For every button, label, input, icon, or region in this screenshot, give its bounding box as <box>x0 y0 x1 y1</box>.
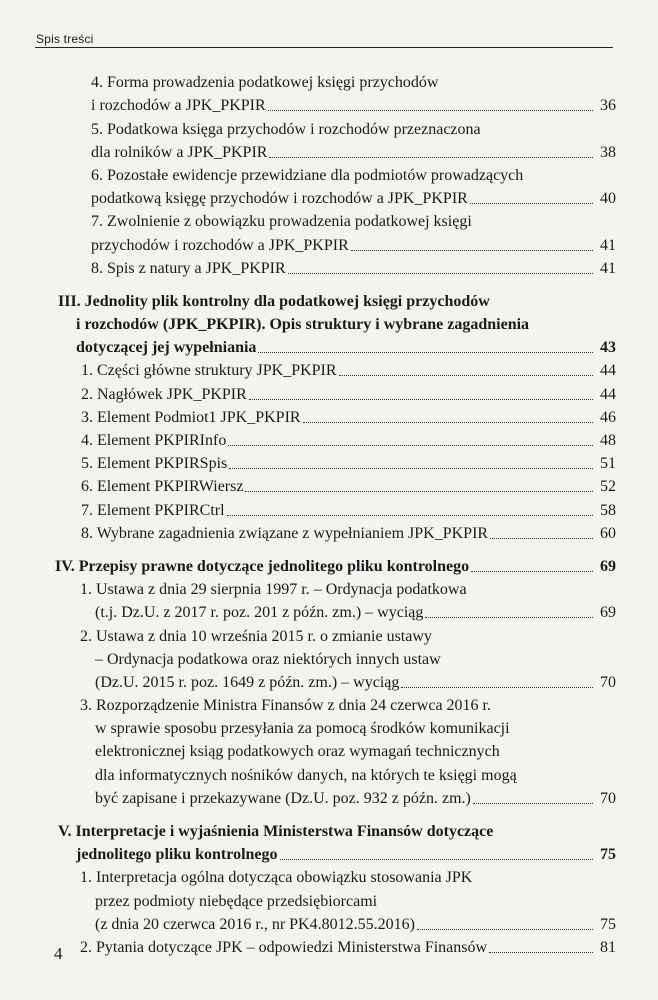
toc-entry-line <box>0 70 616 93</box>
dot-leader <box>471 571 593 572</box>
toc-page-number: 46 <box>600 408 616 426</box>
toc-page-number: 81 <box>600 938 616 956</box>
toc-page-number: 75 <box>600 846 616 864</box>
table-of-contents <box>0 70 658 958</box>
toc-section-line <box>0 842 616 865</box>
toc-entry-line <box>0 116 616 139</box>
dot-leader <box>490 538 593 539</box>
dot-leader <box>268 110 593 111</box>
toc-entry-line <box>0 381 616 404</box>
toc-section-line <box>0 554 616 577</box>
toc-page-number: 70 <box>600 673 616 691</box>
toc-entry-text: 1. Części główne struktury JPK_PKPIR <box>81 362 337 380</box>
toc-entry-line <box>0 451 616 474</box>
toc-entry-line <box>0 600 616 623</box>
toc-entry-line <box>0 888 616 911</box>
toc-section-line <box>0 335 616 358</box>
toc-entry-text: dla informatycznych nośników danych, na których te księgi mogą <box>95 766 517 784</box>
toc-entry-text: – Ordynacja podatkowa oraz niektórych innych ustaw <box>95 650 441 668</box>
toc-entry-text: 4. Element PKPIRInfo <box>81 432 227 449</box>
dot-leader <box>258 352 593 353</box>
section-gap <box>0 279 658 289</box>
toc-entry-line <box>0 186 616 209</box>
toc-entry-line <box>0 232 616 255</box>
toc-entry-line <box>0 623 616 646</box>
dot-leader <box>245 491 593 492</box>
toc-entry-line <box>0 716 616 739</box>
toc-entry-line <box>0 786 616 809</box>
dot-leader <box>249 399 593 400</box>
toc-entry-text: 1. Ustawa z dnia 29 sierpnia 1997 r. – Ordynacja podatkowa <box>80 581 467 599</box>
toc-page-number: 52 <box>600 478 616 496</box>
toc-entry-text: IV. Przepisy prawne dotyczące jednolitego pliku kontrolnego <box>55 557 470 575</box>
toc-entry-line <box>0 428 616 451</box>
toc-entry-text: 2. Ustawa z dnia 10 września 2015 r. o zmianie ustawy <box>80 627 432 645</box>
toc-entry-text: 8. Spis z natury a JPK_PKPIR <box>91 259 286 277</box>
toc-entry-text: (z dnia 20 czerwca 2016 r., nr PK4.8012.55.2016) <box>95 915 415 933</box>
toc-entry-line <box>0 762 616 785</box>
toc-entry-text: i rozchodów (JPK_PKPIR). Opis struktury i wybrane zagadnienia <box>76 316 530 334</box>
toc-entry-text: 6. Element PKPIRWiersz <box>81 478 244 496</box>
toc-entry-line <box>0 209 616 232</box>
toc-page-number: 60 <box>600 524 616 542</box>
toc-page-number: 70 <box>600 789 616 807</box>
toc-entry-line <box>0 739 616 762</box>
toc-entry-text: dotyczącej jej wypełniania <box>76 339 257 357</box>
toc-entry-text: przez podmioty niebędące przedsiębiorcami <box>95 892 378 910</box>
toc-page-number: 43 <box>600 339 616 357</box>
toc-page-number: 36 <box>600 97 616 115</box>
toc-entry-text: i rozchodów a JPK_PKPIR <box>91 97 266 115</box>
toc-entry-text: (Dz.U. 2015 r. poz. 1649 z późn. zm.) – wyciąg <box>95 673 400 691</box>
dot-leader <box>401 687 593 688</box>
toc-entry-text: podatkową księgę przychodów i rozchodów a JPK_PKPIR <box>91 190 468 208</box>
toc-entry-line <box>0 140 616 163</box>
toc-entry-line <box>0 163 616 186</box>
toc-entry-text: III. Jednolity plik kontrolny dla podatkowej księgi przychodów <box>58 292 490 310</box>
toc-entry-line <box>0 670 616 693</box>
toc-entry-line <box>0 912 616 935</box>
toc-section-line <box>0 289 616 312</box>
toc-entry-text: przychodów i rozchodów a JPK_PKPIR <box>91 236 349 254</box>
toc-entry-text: jednolitego pliku kontrolnego <box>76 846 278 864</box>
toc-entry-text: 1. Interpretacja ogólna dotycząca obowiązku stosowania JPK <box>80 869 473 887</box>
toc-entry-text: być zapisane i przekazywane (Dz.U. poz. 932 z późn. zm.) <box>95 789 471 807</box>
section-gap <box>0 544 658 554</box>
dot-leader <box>227 515 593 516</box>
toc-entry-text: 5. Podatkowa księga przychodów i rozchodów przeznaczona <box>91 120 481 138</box>
dot-leader <box>473 803 593 804</box>
dot-leader <box>339 375 593 376</box>
toc-page-number: 44 <box>600 385 616 403</box>
toc-entry-text: 6. Pozostałe ewidencje przewidziane dla podmiotów prowadzących <box>91 166 524 184</box>
toc-entry-line <box>0 865 616 888</box>
toc-entry-text: 5. Element PKPIRSpis <box>81 455 228 473</box>
dot-leader <box>425 617 593 618</box>
toc-page-number: 48 <box>600 432 616 449</box>
dot-leader <box>351 250 593 251</box>
toc-entry-text: w sprawie sposobu przesyłania za pomocą środków komunikacji <box>95 720 510 738</box>
toc-entry-line <box>0 497 616 520</box>
toc-page-number: 40 <box>600 190 616 208</box>
toc-entry-text: 8. Wybrane zagadnienia związane z wypełnianiem JPK_PKPIR <box>81 524 489 542</box>
toc-entry-text: 3. Element Podmiot1 JPK_PKPIR <box>81 408 301 426</box>
dot-leader <box>280 859 593 860</box>
toc-entry-text: 3. Rozporządzenie Ministra Finansów z dnia 24 czerwca 2016 r. <box>80 697 491 715</box>
toc-entry-text: (t.j. Dz.U. z 2017 r. poz. 201 z późn. zm.) – wyciąg <box>95 604 424 622</box>
toc-entry-line <box>0 405 616 428</box>
toc-entry-text: 2. Pytania dotyczące JPK – odpowiedzi Ministerstwa Finansów <box>80 938 488 956</box>
dot-leader <box>228 445 593 446</box>
running-head: Spis treści <box>36 32 94 46</box>
toc-entry-text: 4. Forma prowadzenia podatkowej księgi przychodów <box>91 74 439 92</box>
toc-entry-line <box>0 647 616 670</box>
toc-entry-line <box>0 256 616 279</box>
toc-page-number: 75 <box>600 915 616 933</box>
toc-page-number: 69 <box>600 557 616 575</box>
toc-entry-line <box>0 358 616 381</box>
dot-leader <box>288 273 593 274</box>
toc-page-number: 69 <box>600 604 616 622</box>
toc-entry-line <box>0 577 616 600</box>
toc-entry-text: V. Interpretacje i wyjaśnienia Ministerstwa Finansów dotyczące <box>58 823 494 840</box>
section-gap <box>0 809 658 819</box>
dot-leader <box>489 952 593 953</box>
toc-entry-line <box>0 93 616 116</box>
dot-leader <box>269 157 593 158</box>
toc-entry-text: dla rolników a JPK_PKPIR <box>91 143 268 161</box>
page-number: 4 <box>54 944 63 963</box>
toc-page-number: 41 <box>600 236 616 254</box>
dot-leader <box>470 203 593 204</box>
toc-page-number: 38 <box>600 143 616 161</box>
dot-leader <box>229 468 593 469</box>
toc-entry-text: 7. Element PKPIRCtrl <box>81 501 225 519</box>
toc-page-number: 44 <box>600 362 616 380</box>
toc-entry-line <box>0 935 616 958</box>
dot-leader <box>303 422 593 423</box>
toc-section-line <box>0 312 616 335</box>
toc-section-line <box>0 819 616 842</box>
toc-entry-line <box>0 474 616 497</box>
toc-entry-line <box>0 521 616 544</box>
dot-leader <box>417 929 593 930</box>
toc-page-number: 41 <box>600 259 616 277</box>
toc-entry-text: elektronicznej ksiąg podatkowych oraz wymagań technicznych <box>95 743 500 761</box>
toc-page-number: 51 <box>600 455 616 473</box>
header-rule <box>35 47 613 48</box>
toc-entry-line <box>0 693 616 716</box>
toc-entry-text: 2. Nagłówek JPK_PKPIR <box>81 385 247 403</box>
toc-entry-text: 7. Zwolnienie z obowiązku prowadzenia podatkowej księgi <box>91 213 472 231</box>
toc-page-number: 58 <box>600 501 616 519</box>
